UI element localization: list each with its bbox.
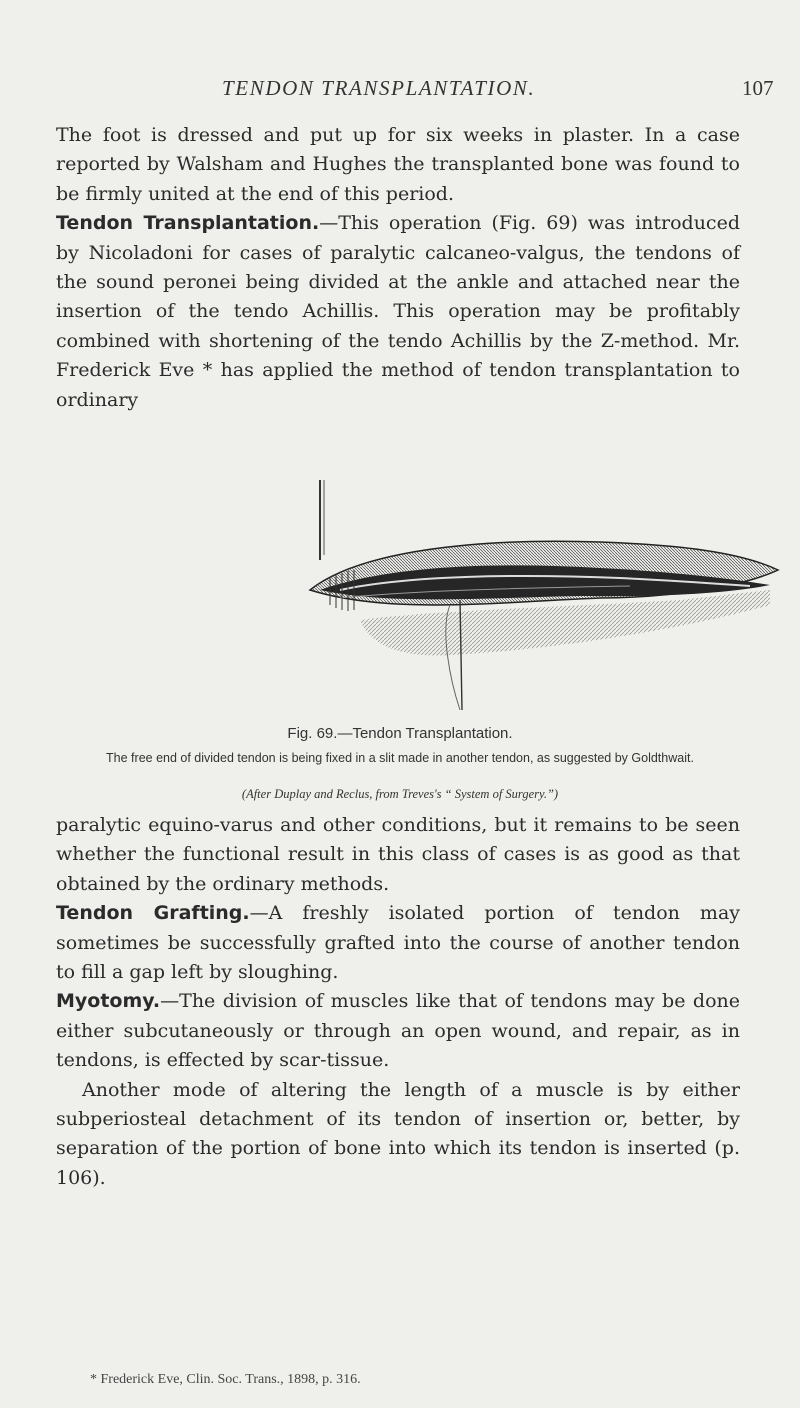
- paragraph-plaster: [56, 121, 740, 209]
- paragraph-plaster-text: The foot is dressed and put up for six weeks in plaster. In a case reported by Walsham and Hughes the transplanted bone was found to be firmly united at the end of this period.: [56, 124, 740, 205]
- paragraph-final: [56, 1076, 740, 1194]
- heading-tendon-transplantation: Tendon Transplantation.: [56, 212, 320, 235]
- paragraph-myotomy: [56, 987, 740, 1075]
- figure-credit: (After Duplay and Reclus, from Treves's “ System of Surgery.”): [241, 787, 559, 801]
- page-header: [0, 76, 800, 110]
- heading-myotomy: Myotomy.: [56, 990, 161, 1013]
- running-title: TENDON TRANSPLANTATION.: [222, 76, 536, 100]
- myotomy-text: —The division of muscles like that of tendons may be done either subcutaneously or through an open wound, and repair, as in tendons, is effected by scar-tissue.: [56, 990, 740, 1072]
- paragraph-continued: [56, 811, 740, 899]
- text-block-bottom: [56, 811, 740, 1193]
- tendon-grafting-text: —A freshly isolated portion of tendon may sometimes be successfully grafted into the course of another tendon to fill a gap left by sloughing.: [56, 902, 741, 984]
- paragraph-tendon-transplantation: [56, 209, 740, 415]
- page-number: 107: [742, 76, 774, 100]
- tendon-transplantation-text: —This operation (Fig. 69) was introduced by Nicoladoni for cases of paralytic calcaneo-valgus, the tendons of the sound peronei being divided at the ankle and attached near the insertion of the tendo Achillis. This operation may be profitably combined with shortening of the tendo Achillis by the Z-method. Mr. Frederick Eve * has applied the method of tendon transplantation to ordinary: [56, 212, 740, 411]
- paragraph-final-text: Another mode of altering the length of a muscle is by either subperiosteal detachment of its tendon of insertion or, better, by separation of the portion of bone into which its tendon is inserted (p. 106).: [56, 1078, 740, 1189]
- tendon-illustration: [300, 480, 790, 715]
- figure-title: Fig. 69.—Tendon Transplantation.: [287, 725, 513, 742]
- paragraph-tendon-grafting: [56, 899, 740, 987]
- figure-69: [300, 480, 790, 715]
- paragraph-continued-text: paralytic equino-varus and other conditions, but it remains to be seen whether the functional result in this class of cases is as good as that obtained by the ordinary methods.: [56, 814, 740, 895]
- figure-description: The free end of divided tendon is being fixed in a slit made in another tendon, as suggested by Goldthwait.: [106, 751, 694, 765]
- footnote: * Frederick Eve, Clin. Soc. Trans., 1898, p. 316.: [90, 1372, 361, 1387]
- text-block-top: [56, 121, 740, 415]
- heading-tendon-grafting: Tendon Grafting.: [56, 902, 250, 925]
